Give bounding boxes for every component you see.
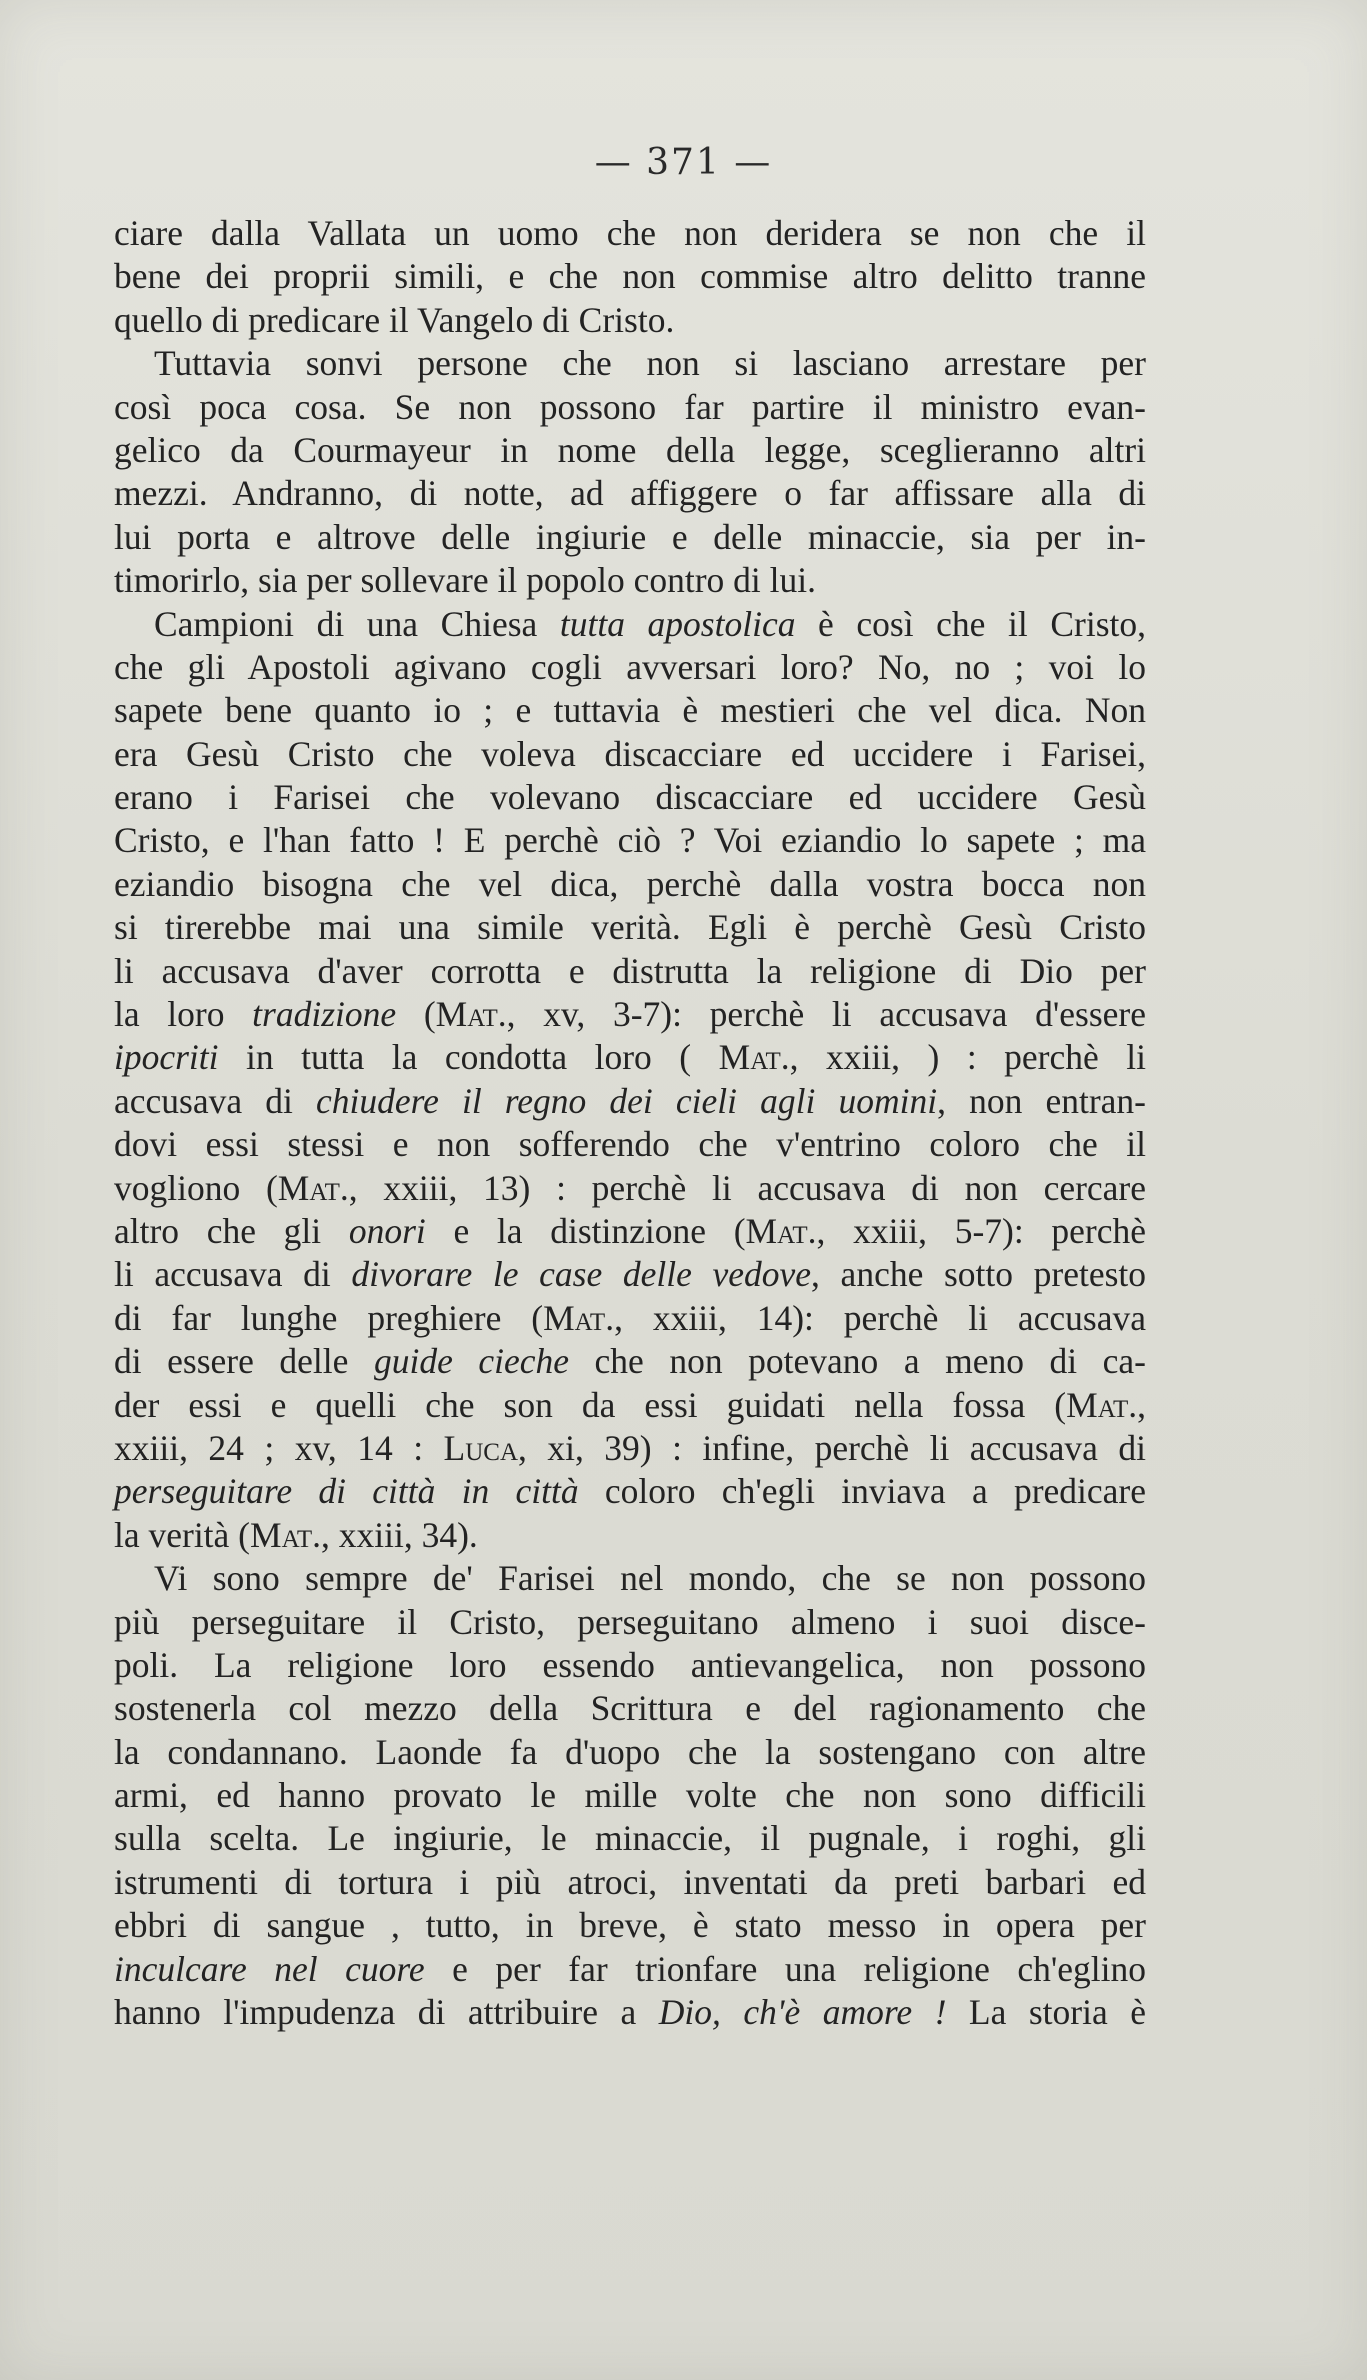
text-line	[114, 212, 1146, 255]
text-line	[114, 255, 1146, 298]
text-line	[114, 733, 1146, 776]
text-line	[114, 559, 1146, 602]
text-run: dovi essi stessi e non sofferendo che v'entrino coloro che il	[114, 1124, 1146, 1165]
text-run: in tutta la condotta loro (	[218, 1037, 719, 1078]
text-run: , xi, 39) : infine, perchè li accusava di	[518, 1427, 1146, 1468]
text-line	[114, 1470, 1146, 1513]
text-run: erano i Farisei che volevano discacciare ed uccidere Gesù	[114, 777, 1146, 818]
text-line	[114, 603, 1146, 646]
text-run: poli. La religione loro essendo antievangelica, non possono	[114, 1644, 1146, 1685]
text-run: li accusava d'aver corrotta e distrutta la religione di Dio per	[114, 950, 1146, 991]
text-run: (	[396, 994, 436, 1035]
text-run: mezzi. Andranno, di notte, ad affiggere o far affissare alla di	[114, 473, 1146, 514]
italic-phrase: onori	[348, 1210, 426, 1251]
text-line	[114, 516, 1146, 559]
text-run: si tirerebbe mai una simile verità. Egli è perchè Gesù Cristo	[114, 907, 1146, 948]
text-line	[114, 1731, 1146, 1774]
text-line	[114, 1991, 1146, 2034]
text-run: e la distinzione (	[425, 1210, 746, 1251]
text-line	[114, 1948, 1146, 1991]
text-line	[114, 1123, 1146, 1166]
text-run: , xxiii, 34).	[321, 1514, 478, 1555]
text-run: la loro	[114, 994, 253, 1035]
citation-abbrev: Luca	[443, 1427, 519, 1468]
citation-abbrev: Mat.	[745, 1210, 817, 1251]
text-line	[114, 1036, 1146, 1079]
text-line	[114, 1340, 1146, 1383]
text-run: che gli Apostoli agivano cogli avversari loro? No, no ; voi lo	[114, 646, 1146, 687]
text-run: accusava di	[114, 1080, 316, 1121]
text-line	[114, 1253, 1146, 1296]
text-run: è così che il Cristo,	[795, 603, 1147, 644]
text-run: timorirlo, sia per sollevare il popolo contro di lui.	[114, 560, 816, 601]
text-run: la condannano. Laonde fa d'uopo che la sostengano con altre	[114, 1731, 1146, 1772]
text-run: sulla scelta. Le ingiurie, le minaccie, il pugnale, i roghi, gli	[114, 1818, 1146, 1859]
text-run: lui porta e altrove delle ingiurie e delle minaccie, sia per in-	[114, 516, 1146, 557]
text-line	[114, 429, 1146, 472]
italic-phrase: divorare le case delle vedove	[351, 1254, 812, 1295]
text-run: gelico da Courmayeur in nome della legge, sceglieranno altri	[114, 429, 1146, 470]
text-run: di far lunghe preghiere (	[114, 1297, 544, 1338]
text-run: quello di predicare il Vangelo di Cristo.	[114, 299, 675, 340]
text-run: la verità (	[114, 1514, 251, 1555]
text-line	[114, 472, 1146, 515]
text-run: bene dei proprii simili, e che non commise altro delitto tranne	[114, 256, 1146, 297]
text-run: der essi e quelli che son da essi guidati nella fossa (	[114, 1384, 1067, 1425]
text-run: Campioni di una Chiesa	[154, 603, 560, 644]
text-run: xxiii, 24 ; xv, 14 :	[114, 1427, 444, 1468]
text-run: , xxiii, 13) : perchè li accusava di non cercare	[348, 1167, 1146, 1208]
italic-phrase: inculcare nel cuore	[114, 1948, 425, 1989]
text-run: istrumenti di tortura i più atroci, inventati da preti barbari ed	[114, 1861, 1146, 1902]
text-run: ,	[1137, 1384, 1146, 1425]
citation-abbrev: Mat.	[250, 1514, 322, 1555]
text-line	[114, 1080, 1146, 1123]
text-run: coloro ch'egli inviava a predicare	[578, 1471, 1147, 1512]
text-line	[114, 1687, 1146, 1730]
text-line	[114, 1861, 1146, 1904]
text-run: più perseguitare il Cristo, perseguitano almeno i suoi disce-	[114, 1601, 1146, 1642]
citation-abbrev: Mat.	[718, 1037, 790, 1078]
italic-phrase: perseguitare di città in città	[114, 1471, 579, 1512]
text-line	[114, 1167, 1146, 1210]
text-line	[114, 299, 1146, 342]
text-run: , non entran-	[937, 1080, 1146, 1121]
text-run: Cristo, e l'han fatto ! E perchè ciò ? Voi eziandio lo sapete ; ma	[114, 820, 1146, 861]
italic-phrase: tutta apostolica	[559, 603, 796, 644]
text-run: eziandio bisogna che vel dica, perchè dalla vostra bocca non	[114, 863, 1146, 904]
italic-phrase: Dio, ch'è amore !	[658, 1992, 947, 2033]
text-run: altro che gli	[114, 1210, 349, 1251]
citation-abbrev: Mat.	[543, 1297, 615, 1338]
text-line	[114, 1557, 1146, 1600]
text-run: , xxiii, 5-7): perchè	[816, 1210, 1147, 1251]
text-line	[114, 1384, 1146, 1427]
text-run: , xxiii, ) : perchè li	[789, 1037, 1147, 1078]
text-line	[114, 819, 1146, 862]
text-run: Tuttavia sonvi persone che non si lasciano arrestare per	[154, 343, 1146, 384]
text-line	[114, 993, 1146, 1036]
text-run: ebbri di sangue , tutto, in breve, è stato messo in opera per	[114, 1905, 1146, 1946]
page-number: — 371 —	[594, 142, 773, 183]
text-line	[114, 1297, 1146, 1340]
text-run: di essere delle	[114, 1341, 374, 1382]
text-run: li accusava di	[114, 1254, 352, 1295]
text-run: sapete bene quanto io ; e tuttavia è mestieri che vel dica. Non	[114, 690, 1146, 731]
text-run: vogliono (	[114, 1167, 278, 1208]
text-line	[114, 1601, 1146, 1644]
text-line	[114, 863, 1146, 906]
text-run: sostenerla col mezzo della Scrittura e del ragionamento che	[114, 1688, 1146, 1729]
text-run: che non potevano a meno di ca-	[569, 1341, 1147, 1382]
text-line	[114, 1210, 1146, 1253]
text-run: era Gesù Cristo che voleva discacciare ed uccidere i Farisei,	[114, 733, 1146, 774]
text-line	[114, 950, 1146, 993]
text-line	[114, 776, 1146, 819]
text-run: , xv, 3-7): perchè li accusava d'essere	[506, 994, 1146, 1035]
text-line	[114, 1904, 1146, 1947]
text-line	[114, 342, 1146, 385]
italic-phrase: tradizione	[252, 994, 397, 1035]
text-line	[114, 1817, 1146, 1860]
text-run: ciare dalla Vallata un uomo che non deridera se non che il	[114, 213, 1146, 253]
citation-abbrev: Mat.	[277, 1167, 349, 1208]
text-run: hanno l'impudenza di attribuire a	[114, 1992, 659, 2033]
italic-phrase: ipocriti	[114, 1037, 219, 1078]
text-line	[114, 646, 1146, 689]
text-run: , xxiii, 14): perchè li accusava	[614, 1297, 1146, 1338]
text-run: e per far trionfare una religione ch'eglino	[424, 1948, 1146, 1989]
text-run: La storia è	[946, 1992, 1146, 2033]
text-line	[114, 1514, 1146, 1557]
citation-abbrev: Mat.	[1066, 1384, 1138, 1425]
text-line	[114, 386, 1146, 429]
text-line	[114, 1774, 1146, 1817]
text-run: armi, ed hanno provato le mille volte che non sono difficili	[114, 1775, 1146, 1816]
text-run: così poca cosa. Se non possono far partire il ministro evan-	[114, 386, 1146, 427]
body-text	[114, 212, 1146, 2034]
citation-abbrev: Mat.	[435, 994, 507, 1035]
italic-phrase: chiudere il regno dei cieli agli uomini	[315, 1080, 938, 1121]
text-run: , anche sotto pretesto	[811, 1254, 1147, 1295]
text-run: Vi sono sempre de' Farisei nel mondo, che se non possono	[154, 1558, 1146, 1599]
text-line	[114, 1644, 1146, 1687]
text-line	[114, 689, 1146, 732]
text-line	[114, 1427, 1146, 1470]
text-line	[114, 906, 1146, 949]
italic-phrase: guide cieche	[373, 1341, 570, 1382]
